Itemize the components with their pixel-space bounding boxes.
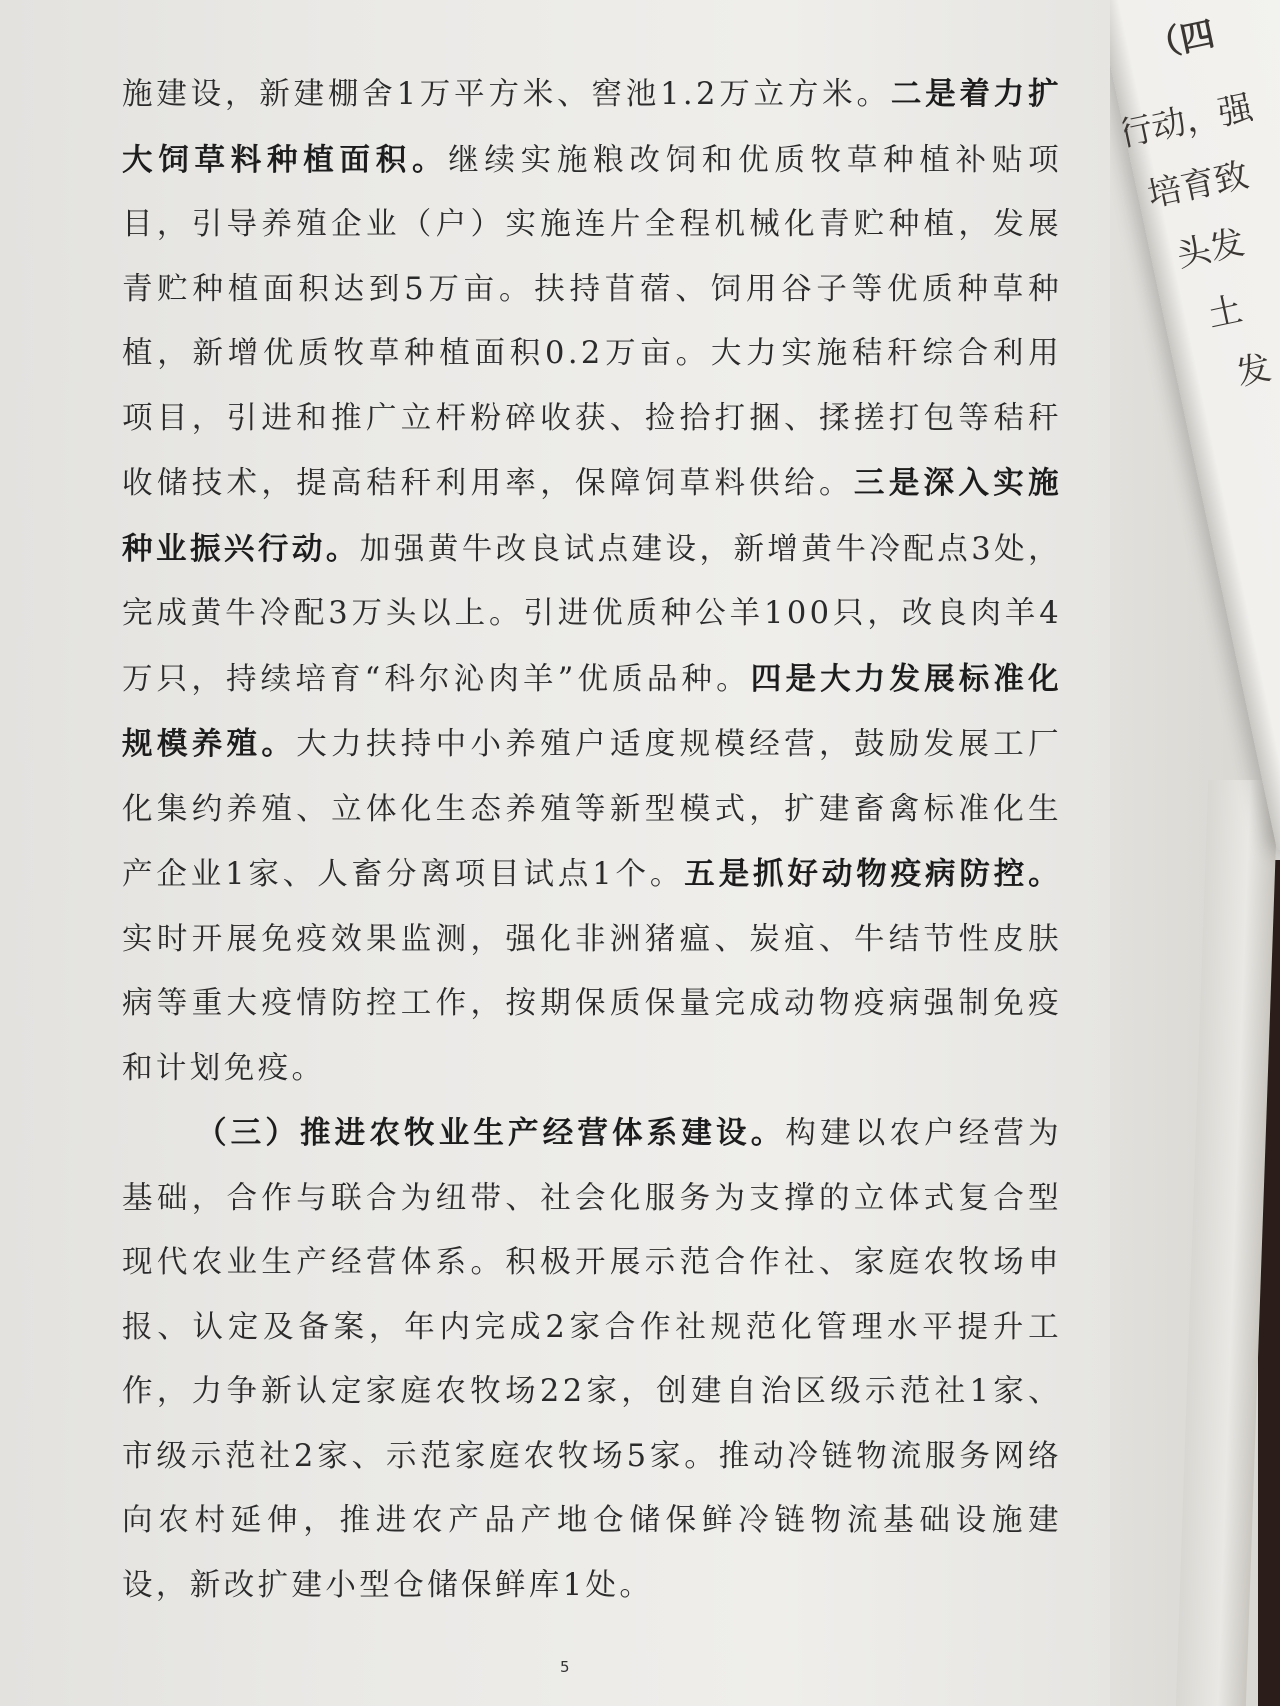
next-page-fragment: 行动，强 [1114,87,1257,156]
next-page-fragment: 发 [1233,347,1275,394]
bold-heading: 五是抓好动物疫病防控。 [684,856,1063,892]
bold-heading: 四是大力发展标准化规模养殖。 [122,660,1062,762]
next-page-fragment: 头发 [1173,222,1249,276]
bold-heading: 二是着力扩大饲草料种植面积。 [122,76,1063,178]
text-run: 构建以农户经营为基础，合作与联合为纽带、社会化服务为支撑的立体式复合型现代农业生产经营体系。积极开展示范合作社、家庭农牧场申报、认定及备案，年内完成2家合作社规范化管理水平提升工作，力争新认定家庭农牧场22家，创建自治区级示范社1家、市级示范社2家、示范家庭农牧场5家。推动冷链物流服务网络向农村延伸，推进农产品产地仓储保鲜冷链物流基础设施建设，新改扩建小型仓储保鲜库1处。 [122,1116,1062,1603]
text-run: 继续实施粮改饲和优质牧草种植补贴项目，引导养殖企业（户）实施连片全程机械化青贮种植，发展青贮种植面积达到5万亩。扶持苜蓿、饲用谷子等优质种草种植，新增优质牧草种植面积0.2万亩。大力实施秸秆综合利用项目，引进和推广立杆粉碎收获、捡拾打捆、揉搓打包等秸秆收储技术，提高秸秆利用率，保障饲草料供给。 [122,142,1062,501]
section-heading: （三）推进农牧业生产经营体系建设。 [196,1115,786,1151]
paragraph [122,62,1062,1101]
next-page [1090,0,1280,850]
text-run: 大力扶持中小养殖户适度规模经营，鼓励发展工厂化集约养殖、立体化生态养殖等新型模式，扩建畜禽标准化生产企业1家、人畜分离项目试点1个。 [122,727,1062,892]
text-run: 施建设，新建棚舍1万平方米、窖池1.2万立方米。 [122,77,891,112]
text-run: 实时开展免疫效果监测，强化非洲猪瘟、炭疽、牛结节性皮肤病等重大疫情防控工作，按期保质保量完成动物疫病强制免疫和计划免疫。 [122,921,1062,1086]
next-page-fragment: 培育致 [1144,155,1253,216]
page-number: 5 [560,1658,570,1676]
paragraph [122,1101,1062,1618]
text-run: 加强黄牛改良试点建设，新增黄牛冷配点3处，完成黄牛冷配3万头以上。引进优质种公羊100只，改良肉羊4万只，持续培育“科尔沁肉羊”优质品种。 [122,531,1062,697]
bold-heading: 三是深入实施种业振兴行动。 [122,465,1062,567]
body-text [122,62,1062,1618]
next-page-fragment: （四 [1143,14,1219,68]
next-page-fragment: 土 [1204,289,1246,336]
